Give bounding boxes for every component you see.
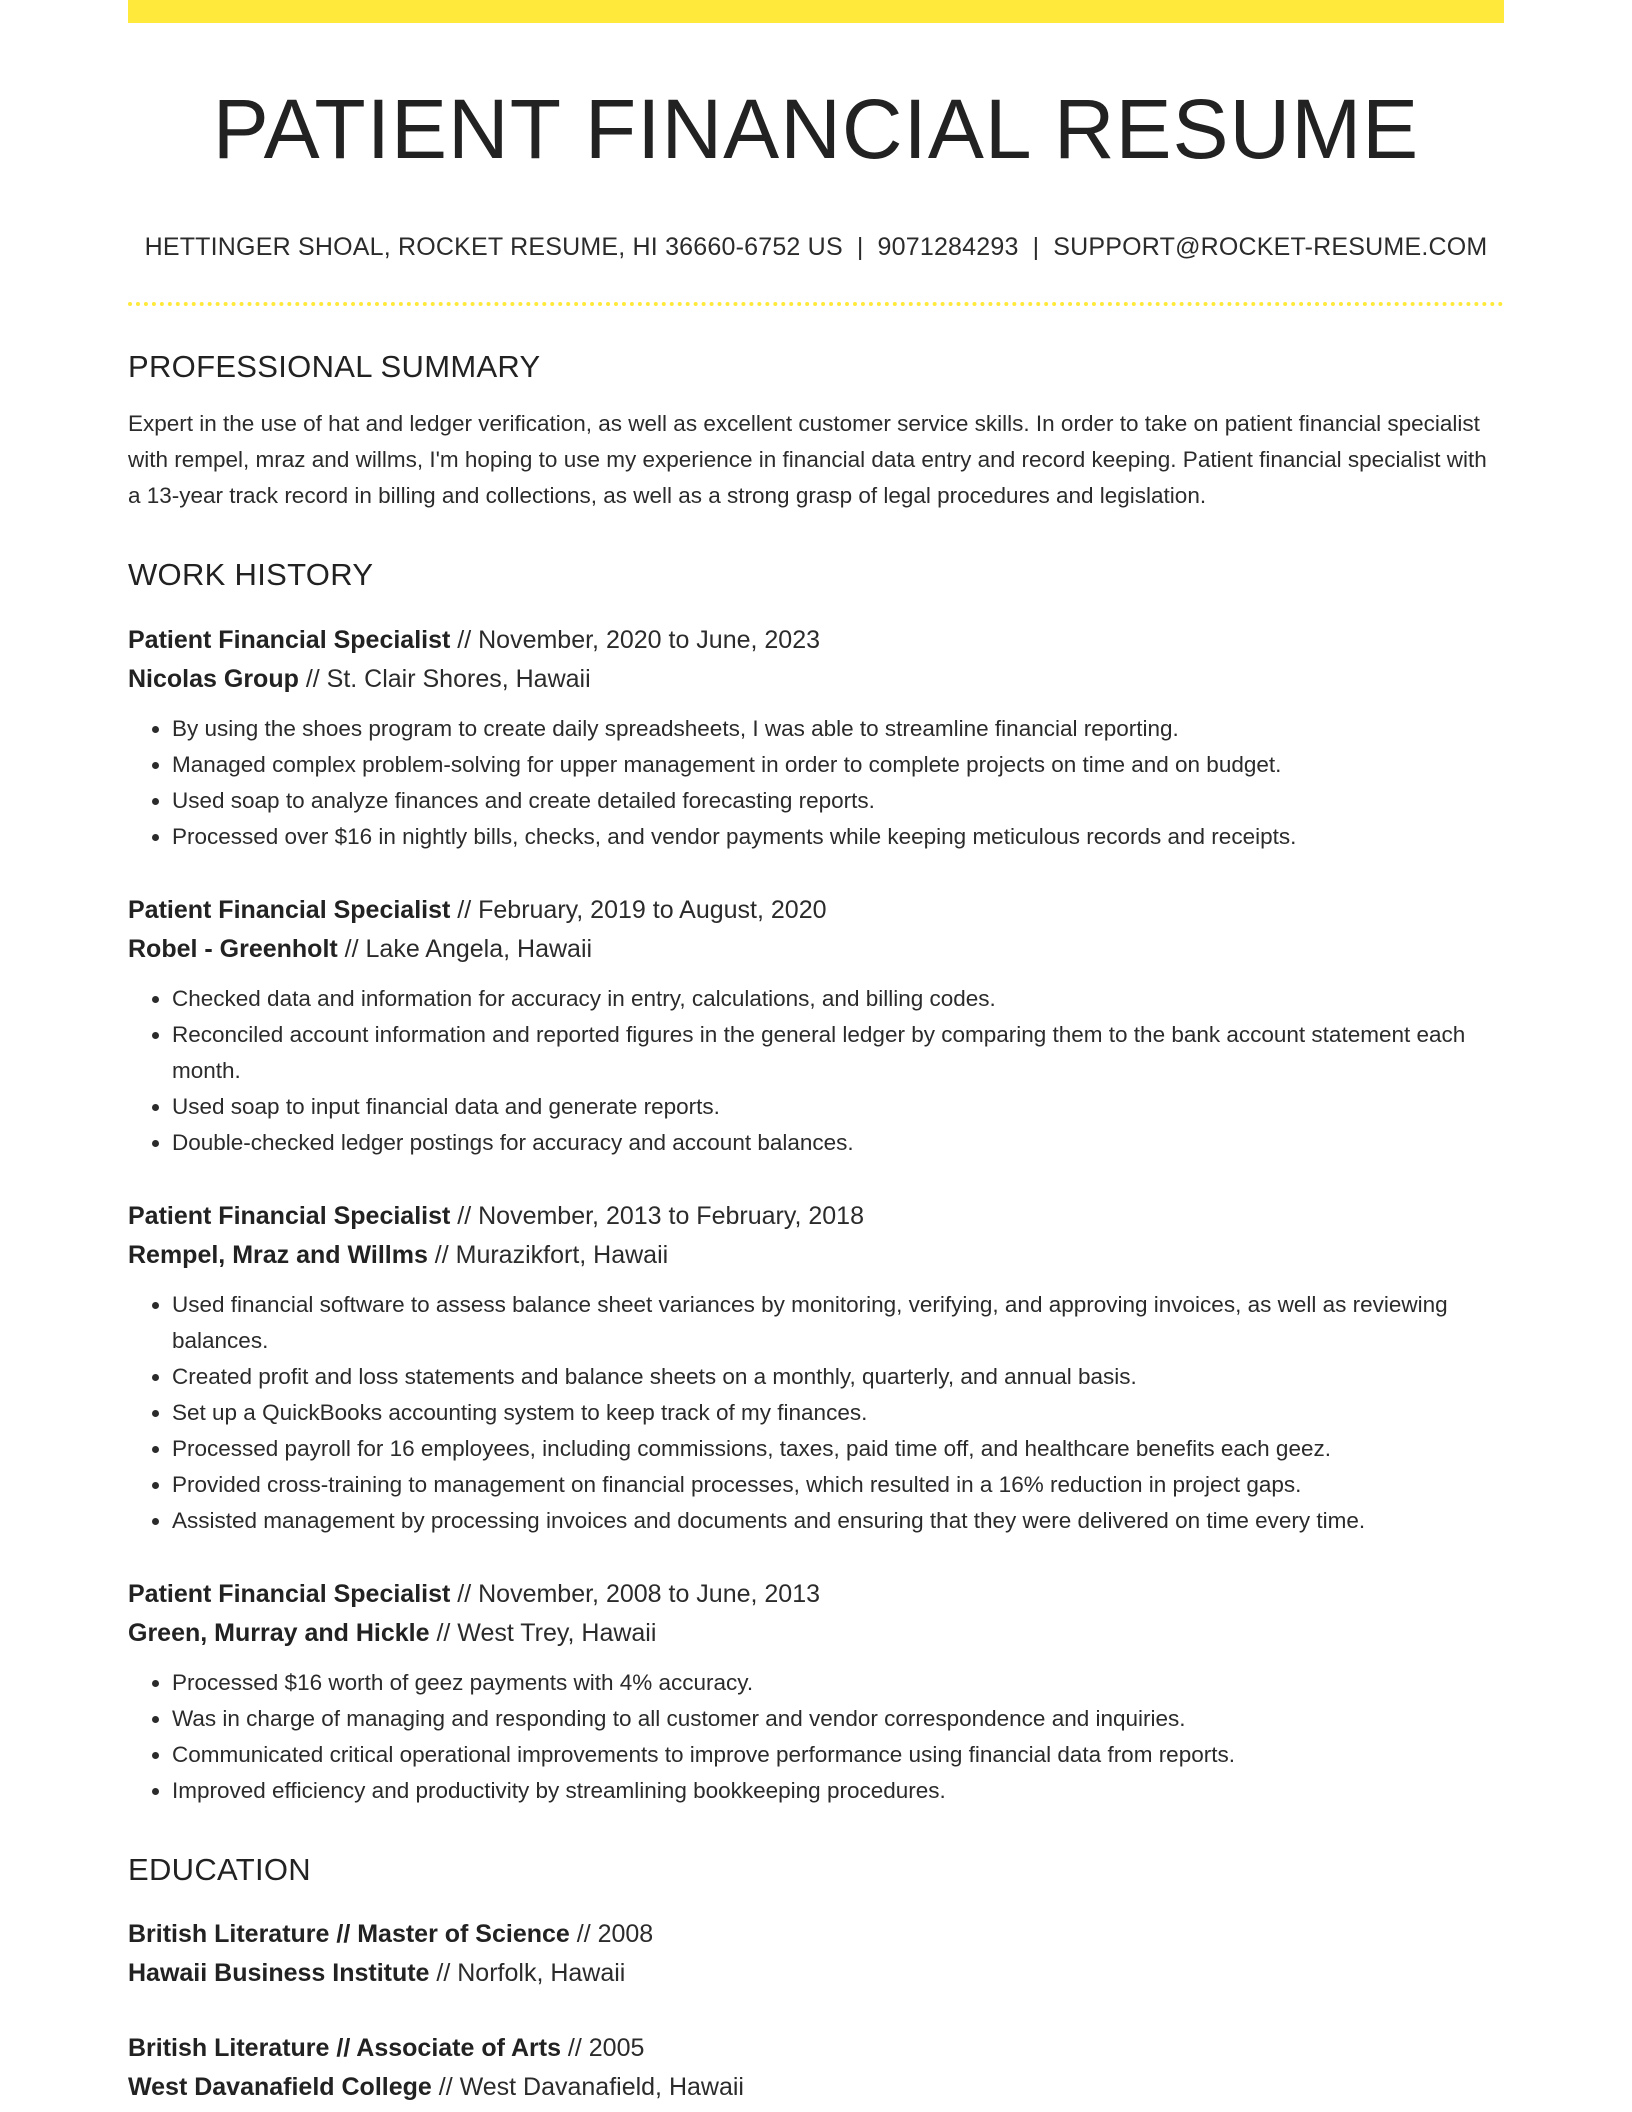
job-dates: // November, 2008 to June, 2013 <box>450 1579 821 1608</box>
contact-line <box>128 233 1504 262</box>
contact-email: SUPPORT@ROCKET-RESUME.COM <box>1053 233 1488 262</box>
job-bullet: • By using the shoes program to create daily spreadsheets, I was able to streamline financial reporting. <box>172 711 1504 747</box>
job-bullet: • Checked data and information for accuracy in entry, calculations, and billing codes. <box>172 981 1504 1017</box>
job-entry <box>128 1575 1504 1809</box>
job-bullet: • Improved efficiency and productivity by streamlining bookkeeping procedures. <box>172 1773 1504 1809</box>
job-title: Patient Financial Specialist <box>128 895 451 924</box>
job-bullet: • Reconciled account information and reported figures in the general ledger by comparing them to the bank account statement each month. <box>172 1017 1504 1089</box>
section-heading-work-history: WORK HISTORY <box>128 557 374 593</box>
resume-title: PATIENT FINANCIAL RESUME <box>212 82 1420 176</box>
job-bullet: • Assisted management by processing invoices and documents and ensuring that they were delivered on time every time. <box>172 1503 1504 1539</box>
dotted-divider <box>128 302 1504 306</box>
job-entry <box>128 1197 1504 1539</box>
education-degree-line <box>128 1915 1504 1954</box>
job-bullet: • Processed payroll for 16 employees, including commissions, taxes, paid time off, and healthcare benefits each geez. <box>172 1431 1504 1467</box>
job-dates: // November, 2013 to February, 2018 <box>450 1201 864 1230</box>
job-company-line <box>128 930 1504 969</box>
education-entry <box>128 2029 1504 2107</box>
job-bullet: • Used soap to input financial data and generate reports. <box>172 1089 1504 1125</box>
job-bullet: • Set up a QuickBooks accounting system to keep track of my finances. <box>172 1395 1504 1431</box>
work-history-section <box>128 558 1504 1808</box>
job-bullet: • Used soap to analyze finances and create detailed forecasting reports. <box>172 783 1504 819</box>
education-school-line <box>128 2068 1504 2107</box>
education-section <box>128 1853 1504 2107</box>
job-company-line <box>128 1236 1504 1275</box>
job-bullets <box>128 711 1504 855</box>
job-dates: // February, 2019 to August, 2020 <box>450 895 827 924</box>
job-bullet: • Processed over $16 in nightly bills, checks, and vendor payments while keeping meticulous records and receipts. <box>172 819 1504 855</box>
job-title-line <box>128 1197 1504 1236</box>
job-bullets <box>128 981 1504 1161</box>
contact-phone: 9071284293 <box>877 233 1019 262</box>
job-company-line <box>128 660 1504 699</box>
job-title-line <box>128 1575 1504 1614</box>
job-title: Patient Financial Specialist <box>128 625 451 654</box>
job-location: // Murazikfort, Hawaii <box>427 1240 669 1269</box>
job-title: Patient Financial Specialist <box>128 1201 451 1230</box>
contact-separator: | <box>856 233 864 262</box>
education-school: Hawaii Business Institute <box>128 1958 430 1987</box>
job-bullets <box>128 1665 1504 1809</box>
summary-section <box>128 350 1504 514</box>
education-year: // 2005 <box>560 2033 645 2062</box>
job-location: // West Trey, Hawaii <box>429 1618 657 1647</box>
job-title: Patient Financial Specialist <box>128 1579 451 1608</box>
top-accent-bar <box>128 0 1504 23</box>
job-company: Robel - Greenholt <box>128 934 338 963</box>
job-entry <box>128 891 1504 1161</box>
job-bullet: • Provided cross-training to management on financial processes, which resulted in a 16% reduction in project gaps. <box>172 1467 1504 1503</box>
job-dates: // November, 2020 to June, 2023 <box>450 625 821 654</box>
section-heading-summary: PROFESSIONAL SUMMARY <box>128 349 541 385</box>
job-entry <box>128 621 1504 855</box>
education-degree: British Literature // Master of Science <box>128 1919 570 1948</box>
job-bullet: • Double-checked ledger postings for accuracy and account balances. <box>172 1125 1504 1161</box>
section-heading-education: EDUCATION <box>128 1851 311 1887</box>
resume-page <box>128 0 1504 2107</box>
education-school-line <box>128 1954 1504 1993</box>
job-bullet: • Communicated critical operational improvements to improve performance using financial data from reports. <box>172 1737 1504 1773</box>
contact-separator: | <box>1032 233 1040 262</box>
education-school: West Davanafield College <box>128 2072 432 2101</box>
summary-text: Expert in the use of hat and ledger verification, as well as excellent customer service skills. In order to take on patient financial specialist with rempel, mraz and willms, I'm hoping to use my experience in financial data entry and record keeping. Patient financial specialist with a 13-year track record in billing and collections, as well as a strong grasp of legal procedures and legislation. <box>128 411 1487 509</box>
contact-address: HETTINGER SHOAL, ROCKET RESUME, HI 36660-6752 US <box>144 233 843 262</box>
education-degree-line <box>128 2029 1504 2068</box>
job-title-line <box>128 891 1504 930</box>
job-company: Rempel, Mraz and Willms <box>128 1240 428 1269</box>
job-bullet: • Processed $16 worth of geez payments with 4% accuracy. <box>172 1665 1504 1701</box>
job-bullets <box>128 1287 1504 1539</box>
job-company: Nicolas Group <box>128 664 299 693</box>
education-entry <box>128 1915 1504 1993</box>
job-location: // St. Clair Shores, Hawaii <box>298 664 591 693</box>
job-title-line <box>128 621 1504 660</box>
education-location: // West Davanafield, Hawaii <box>431 2072 744 2101</box>
job-company-line <box>128 1614 1504 1653</box>
education-degree: British Literature // Associate of Arts <box>128 2033 561 2062</box>
education-year: // 2008 <box>569 1919 654 1948</box>
job-bullet: • Created profit and loss statements and balance sheets on a monthly, quarterly, and annual basis. <box>172 1359 1504 1395</box>
job-company: Green, Murray and Hickle <box>128 1618 430 1647</box>
job-bullet: • Used financial software to assess balance sheet variances by monitoring, verifying, and approving invoices, as well as reviewing balances. <box>172 1287 1504 1359</box>
job-location: // Lake Angela, Hawaii <box>337 934 593 963</box>
education-location: // Norfolk, Hawaii <box>429 1958 626 1987</box>
job-bullet: • Was in charge of managing and responding to all customer and vendor correspondence and inquiries. <box>172 1701 1504 1737</box>
job-bullet: • Managed complex problem-solving for upper management in order to complete projects on time and on budget. <box>172 747 1504 783</box>
